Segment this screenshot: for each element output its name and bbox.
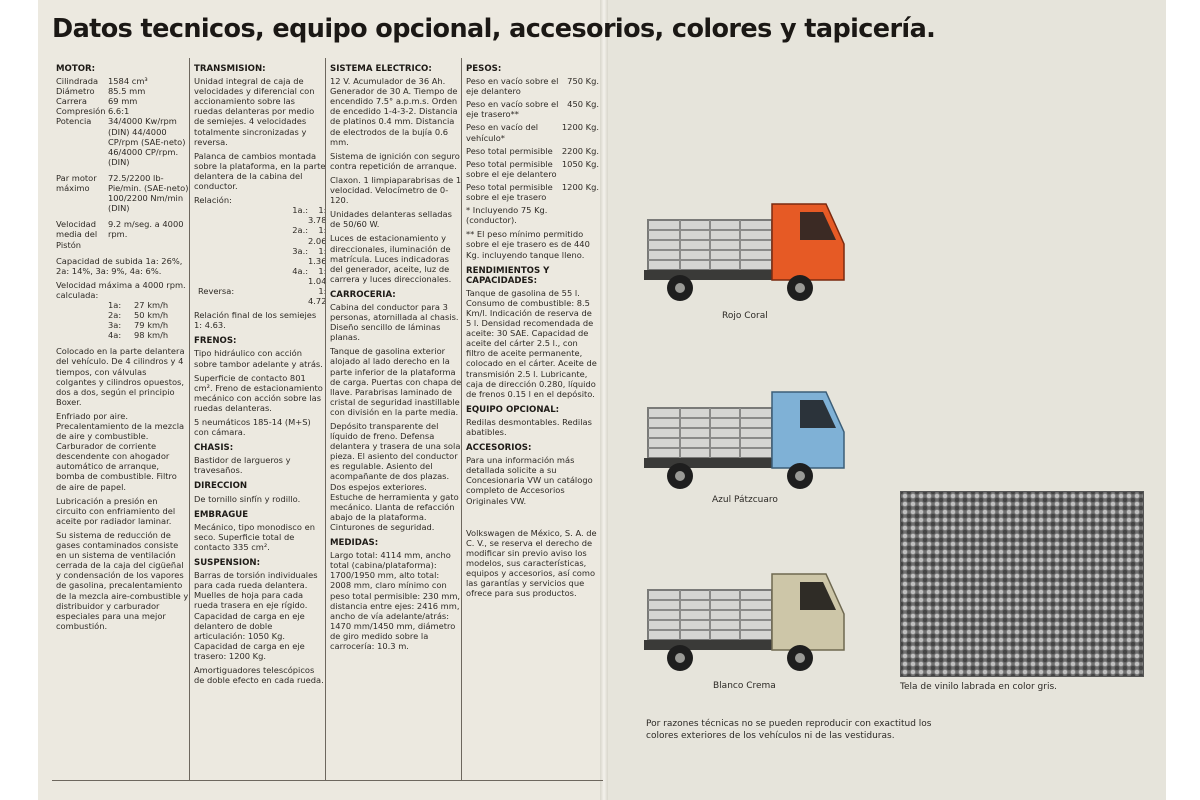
gear-ratio: 1: 1.36 <box>308 245 327 266</box>
fabric-swatch <box>900 491 1144 677</box>
spec-row <box>56 106 189 116</box>
gear-ratio: 1: 3.78 <box>308 205 327 226</box>
spec-row <box>56 86 189 96</box>
suspension-text-1: Barras de torsión individuales para cada rueda delantera. Muelles de hoja para cada rueda trasera en eje rígido. Capacidad de carga en eje delantero de doble articulación: 1050 Kg. Capacidad de carga en eje trasero: 1200 Kg. <box>194 570 318 661</box>
speed-gear: 1a: <box>108 299 122 310</box>
gear-row <box>194 225 326 245</box>
pesos-heading: PESOS: <box>466 64 502 74</box>
medidas-heading: MEDIDAS: <box>330 538 379 549</box>
vw-disclaimer-text: Volkswagen de México, S. A. de C. V., se reserva el derecho de modificar sin previo aviso los modelos, sus características, equipos y accesorios, así como las garantías y servicios que ofrece para sus productos. <box>466 527 597 599</box>
gear-label: 3a.: <box>292 245 308 256</box>
speed-gear: 2a: <box>108 310 122 321</box>
spec-row <box>56 76 189 86</box>
direccion-text: De tornillo sinfín y rodillo. <box>194 493 301 504</box>
spec-value: 72.5/2200 lb-Pie/min. (SAE-neto) 100/2200 Nm/min (DIN) <box>108 172 189 214</box>
equipo-heading: EQUIPO OPCIONAL: <box>466 404 560 415</box>
motor-heading: MOTOR: <box>56 64 96 74</box>
suspension-text-2: Amortiguadores telescópicos de doble efecto en cada rueda. <box>194 664 324 686</box>
fabric-caption: Tela de vinilo labrada en color gris. <box>900 682 1058 692</box>
weight-value: 750 Kg. <box>567 76 599 87</box>
carroceria-text-2: Tanque de gasolina exterior alojado al lado derecho en la parte inferior de la plataforma de carga. Puertas con chapa de llave. Parabrisas laminado de cristal de seguridad inastillable con división en la parte media. <box>330 346 462 417</box>
column-transmision <box>189 58 330 781</box>
gear-row <box>194 266 326 286</box>
transmision-heading: TRANSMISION: <box>194 64 266 74</box>
colocado-text: Colocado en la parte delantera del vehículo. De 4 cilindros y 4 tiempos, con válvulas colgantes y cilindros opuestos, dos a dos, según el principio Boxer. <box>56 346 185 407</box>
spec-value: 9.2 m/seg. a 4000 rpm. <box>108 219 184 240</box>
spec-value: 1584 cm³ <box>108 76 148 87</box>
gear-row <box>194 205 326 225</box>
frenos-heading: FRENOS: <box>194 336 237 347</box>
medidas-text: Largo total: 4114 mm, ancho total (cabina/plataforma): 1700/1950 mm, alto total: 2008 mm, claro mínimo con peso total permisible: 230 mm, distancia entre ejes: 2416 mm, ancho de vía adelante/atrás: 1470 mm/1450 mm, diámetro de giro medido sobre la carrocería: 10.3 m. <box>330 550 461 651</box>
spec-value: 85.5 mm <box>108 86 146 97</box>
weight-label: Peso en vacío sobre el eje trasero** <box>466 99 559 120</box>
speed-list <box>56 300 189 340</box>
suspension-heading: SUSPENSION: <box>194 558 261 569</box>
weights-list <box>466 76 599 202</box>
truck-caption-azul: Azul Pátzcuaro <box>712 495 778 505</box>
gear-ratio: 1: 2.06 <box>308 225 327 246</box>
electrico-heading: SISTEMA ELECTRICO: <box>330 64 432 74</box>
weight-row <box>466 159 599 179</box>
gear-ratio-list <box>194 205 326 306</box>
spec-label: Compresión <box>56 106 106 117</box>
truck-bed-rails <box>648 408 772 458</box>
speed-row <box>56 330 189 340</box>
carroceria-heading: CARROCERIA: <box>330 289 396 300</box>
equipo-text: Redilas desmontables. Redilas abatibles. <box>466 416 592 437</box>
palanca-text: Palanca de cambios montada sobre la plataforma, en la parte delantera de la cabina del conductor. <box>194 150 326 192</box>
truck-blanco-crema <box>640 570 860 680</box>
electrico-text-1: 12 V. Acumulador de 36 Ah. Generador de 30 A. Tiempo de encendido 7.5° a.p.m.s. Orden de encedido 1-4-3-2. Distancia de platinos 0.4 mm. Distancia de electrodos de la bujía 0.6 mm. <box>330 76 458 147</box>
frenos-text-1: Tipo hidráulico con acción sobre tambor adelante y atrás. <box>194 348 323 369</box>
weight-row <box>466 76 599 96</box>
rendimientos-text: Tanque de gasolina de 55 l. Consumo de combustible: 8.5 Km/l. Indicación de reserva de 5 l. Densidad recomendada de aceite: 30 SAE. Capacidad de aceite del cárter 2.5 l., con filtro de aceite permanente, colocado en el cárter. Aceite de transmisión 2.5 l. Lubricante, caja de dirección 0.280, líquido de frenos 0.15 l en el depósito. <box>466 287 597 399</box>
spec-row <box>56 116 189 166</box>
carroceria-text-1: Cabina del conductor para 3 personas, atornillada al chasis. Diseño sencillo de láminas planas. <box>330 301 459 343</box>
column-motor <box>52 58 193 781</box>
frenos-text-3: 5 neumáticos 185-14 (M+S) con cámara. <box>194 417 311 438</box>
speed-gear: 4a: <box>108 330 122 341</box>
spec-value: 69 mm <box>108 96 138 107</box>
frenos-text-2: Superficie de contacto 801 cm². Freno de estacionamiento mecánico con acción sobre las ruedas delanteras. <box>194 372 323 413</box>
motor-spec-list <box>56 76 189 250</box>
column-electrico <box>325 58 466 781</box>
relacion-label: Relación: <box>194 195 232 206</box>
chasis-text: Bastidor de largueros y travesaños. <box>194 455 291 476</box>
weight-label: Peso total permisible <box>466 145 553 156</box>
weight-label: Peso en vacío sobre el eje delantero <box>466 76 559 97</box>
weight-value: 2200 Kg. <box>561 145 599 156</box>
rendimientos-heading: RENDIMIENTOS Y CAPACIDADES: <box>466 265 550 286</box>
weight-value: 1200 Kg. <box>561 181 599 192</box>
electrico-text-4: Unidades delanteras selladas de 50/60 W. <box>330 209 452 230</box>
speed-row <box>56 300 189 310</box>
speed-value: 27 km/h <box>134 299 169 310</box>
weight-row <box>466 146 599 156</box>
electrico-text-2: Sistema de ignición con seguro contra repetición de arranque. <box>330 150 460 171</box>
gear-ratio: 1: 4.72 <box>308 285 327 307</box>
spec-value: 34/4000 Kw/rpm (DIN) 44/4000 CP/rpm (SAE-neto) 46/4000 CP/rpm. (DIN) <box>108 116 186 167</box>
gear-ratio: 1: 1.04 <box>308 265 327 286</box>
weight-label: Peso en vacío del vehículo* <box>466 122 539 143</box>
speed-gear: 3a: <box>108 320 122 331</box>
electrico-text-5: Luces de estacionamiento y direccionales, iluminación de matrícula. Luces indicadoras del generador, aceite, luz de carrera y luces direccionales. <box>330 233 452 284</box>
subida-text: Capacidad de subida 1a: 26%, 2a: 14%, 3a: 9%, 4a: 6%. <box>56 255 183 276</box>
gear-label: 4a.: <box>292 265 308 276</box>
colors-disclaimer: Por razones técnicas no se pueden reproducir con exactitud los colores exteriores de los vehículos ni de las vestiduras. <box>646 719 932 741</box>
spec-value: 6.6:1 <box>108 106 130 117</box>
gear-label: 1a.: <box>292 205 308 216</box>
accesorios-text: Para una información más detallada solicite a su Concesionaria VW un catálogo completo de Accesorios Originales VW. <box>466 455 593 506</box>
spec-row <box>56 173 189 213</box>
spec-label: Cilindrada <box>56 76 99 87</box>
weight-label: Peso total permisible sobre el eje delantero <box>466 158 557 179</box>
truck-caption-rojo: Rojo Coral <box>722 311 768 321</box>
weight-value: 1050 Kg. <box>561 158 599 169</box>
weight-row <box>466 122 599 142</box>
spec-label: Diámetro <box>56 86 95 97</box>
relacion-final-text: Relación final de los semiejes 1: 4.63. <box>194 310 317 331</box>
spec-label: Par motor máximo <box>56 172 97 194</box>
spec-label: Potencia <box>56 116 92 127</box>
truck-rojo-coral <box>640 200 860 310</box>
gear-row <box>194 286 326 306</box>
speed-value: 79 km/h <box>134 320 169 331</box>
spec-label: Velocidad media del Pistón <box>56 219 98 250</box>
spec-label: Carrera <box>56 96 87 107</box>
accesorios-heading: ACCESORIOS: <box>466 443 532 454</box>
electrico-text-3: Claxon. 1 limpiaparabrisas de 1 velocidad. Velocímetro de 0-120. <box>330 174 462 206</box>
gear-label: Reversa: <box>198 285 235 296</box>
weight-note-1: * Incluyendo 75 Kg. (conductor). <box>466 205 548 226</box>
truck-azul-patzcuaro <box>640 388 860 498</box>
spec-row <box>56 96 189 106</box>
column-pesos <box>461 58 603 781</box>
embrague-text: Mecánico, tipo monodisco en seco. Superficie total de contacto 335 cm². <box>194 521 315 552</box>
speed-row <box>56 310 189 320</box>
chasis-heading: CHASIS: <box>194 443 234 454</box>
truck-bed-rails <box>648 220 772 270</box>
weight-value: 1200 Kg. <box>561 122 599 133</box>
gear-row <box>194 246 326 266</box>
embrague-heading: EMBRAGUE <box>194 509 249 520</box>
weight-value: 450 Kg. <box>567 99 599 110</box>
speed-row <box>56 320 189 330</box>
transmision-text: Unidad integral de caja de velocidades y diferencial con accionamiento sobre las ruedas delanteras por medio de semiejes. 4 velocidades totalmente sincronizadas y reversa. <box>194 76 315 147</box>
carroceria-text-3: Depósito transparente del líquido de freno. Defensa delantera y trasera de una sola pieza. El asiento del conductor es regulable. Asiento del acompañante de dos plazas. Dos espejos exteriores. Estuche de herramienta y gato mecánico. Llanta de refacción abajo de la plataforma. Cinturones de seguridad. <box>330 421 461 532</box>
weight-row <box>466 182 599 202</box>
weight-note-2: ** El peso mínimo permitido sobre el eje trasero es de 440 Kg. incluyendo tanque lleno. <box>466 229 590 260</box>
enfriado-text: Enfriado por aire. Precalentamiento de la mezcla de aire y combustible. Carburador de corriente descendente con ahogador automático de arranque, bomba de combustible. Filtro de aire de papel. <box>56 410 185 492</box>
lubricacion-text: Lubricación a presión en circuito con enfriamiento del aceite por radiador laminar. <box>56 495 176 526</box>
weight-row <box>466 99 599 119</box>
speed-value: 50 km/h <box>134 310 169 321</box>
page-title: Datos tecnicos, equipo opcional, accesorios, colores y tapicería. <box>52 14 936 44</box>
truck-bed-rails <box>648 590 772 640</box>
direccion-heading: DIRECCION <box>194 481 248 492</box>
spec-row <box>56 219 189 249</box>
weight-label: Peso total permisible sobre el eje trasero <box>466 181 553 203</box>
velocidad-text: Velocidad máxima a 4000 rpm. calculada: <box>56 279 186 300</box>
speed-value: 98 km/h <box>134 330 169 341</box>
truck-caption-blanco: Blanco Crema <box>713 681 776 691</box>
gear-label: 2a.: <box>292 225 308 236</box>
reduccion-text: Su sistema de reducción de gases contaminados consiste en un sistema de ventilación cerrada de la caja del cigüeñal y condensación de los vapores de gasolina, precalentamiento de la mezcla aire-combustible y distribuidor y carburador especiales para una mejor combustión. <box>56 529 189 631</box>
